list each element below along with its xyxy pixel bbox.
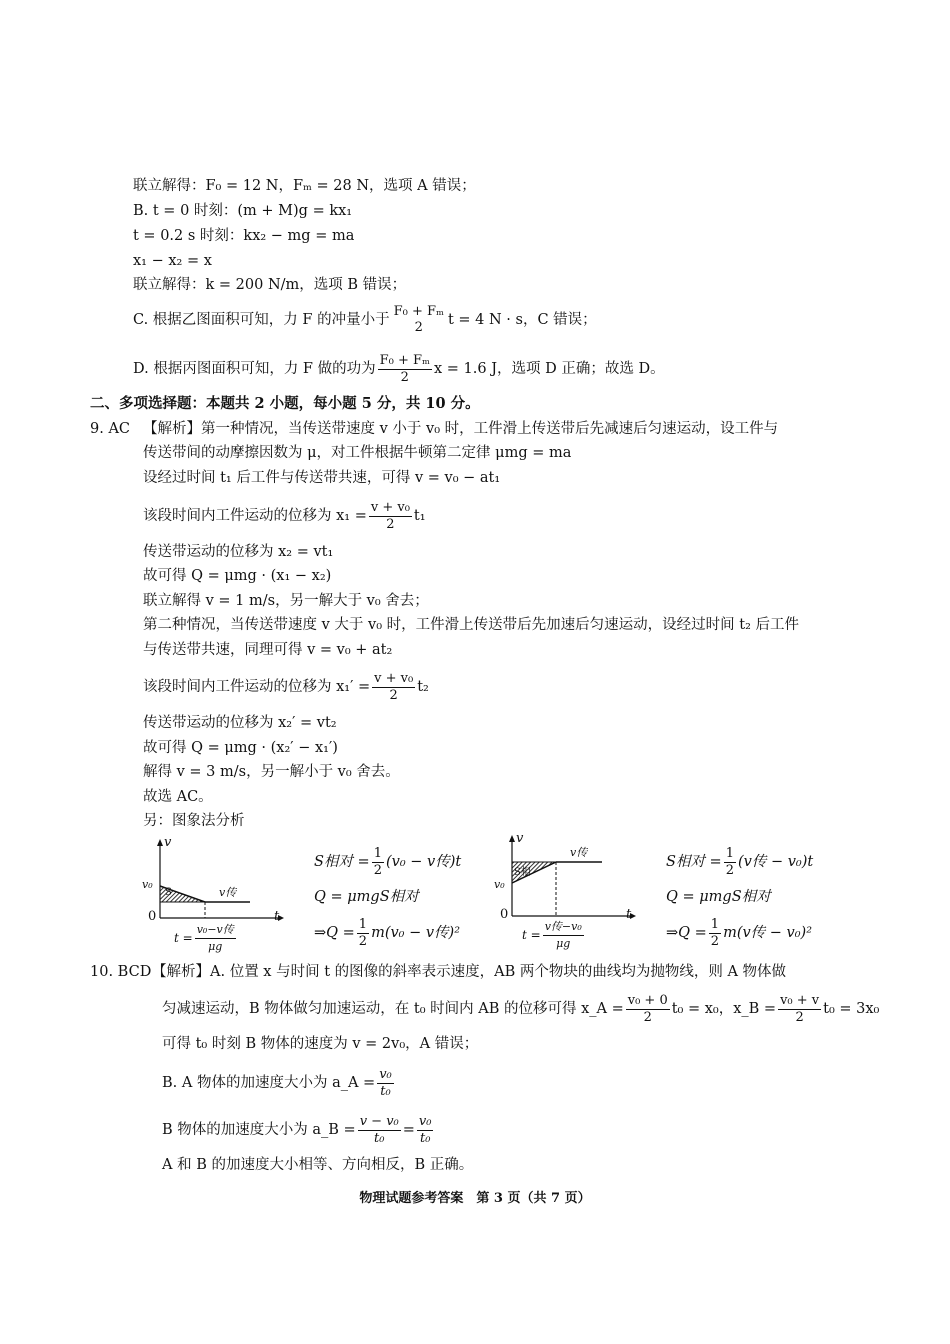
q10-line-5-text: B 物体的加速度大小为 a_B =: [162, 1122, 356, 1138]
q8-line-7-frac: [378, 353, 432, 386]
q9-line-4: [143, 496, 426, 536]
q9-line-10: [143, 667, 429, 707]
q10-line-2-den-b: 2: [795, 1009, 804, 1025]
q10-line-5-num-a: v − v₀: [359, 1113, 399, 1129]
q8-line-6-num: F₀ + Fₘ: [393, 304, 444, 319]
formula2-line-b: Q = μmgS相对: [666, 889, 771, 905]
q9-number: 9. AC: [90, 421, 131, 437]
q10-line-5-frac-a: [358, 1114, 401, 1147]
q10-line-4-den: t₀: [380, 1083, 391, 1099]
q8-line-7-tail: x = 1.6 J，选项 D 正确；故选 D。: [434, 361, 665, 377]
formula1-c-num: 1: [358, 916, 368, 932]
graph1-t-label: t: [274, 909, 280, 924]
q10-line-2-den-a: 2: [643, 1009, 652, 1025]
graph1-v0-label: v₀: [142, 878, 153, 891]
graph1-t-den: μg: [208, 940, 223, 953]
q9-line-11: 传送带运动的位移为 x₂′ = vt₂: [143, 715, 337, 731]
formula1-a-den: 2: [373, 862, 382, 878]
q10-line-2-frac-b: [778, 993, 821, 1026]
formula1-a-right: (v₀ − v传)t: [385, 854, 462, 870]
q8-line-7: [133, 349, 665, 389]
q10-line-2-num-b: v₀ + v: [780, 992, 820, 1008]
q8-line-6-frac: [392, 304, 446, 336]
vt-graph-decelerate: [138, 836, 288, 956]
formula2-c-right: m(v传 − v₀)²: [723, 925, 813, 941]
graph2-v-arrow: [509, 835, 515, 842]
graph2-v-label: v: [516, 831, 524, 846]
q8-line-4: x₁ − x₂ = x: [133, 253, 212, 269]
formula1-c-left: ⇒Q =: [314, 925, 355, 941]
formula2-a-den: 2: [725, 862, 734, 878]
formula2-c-num: 1: [710, 916, 720, 932]
q8-line-5: 联立解得：k = 200 N/m，选项 B 错误；: [133, 277, 407, 293]
vt-graph-accelerate: [490, 830, 640, 956]
q9-line-10-tail: t₂: [417, 679, 429, 695]
formula2-line-c: [666, 915, 812, 951]
graph2-t-eq: t =: [522, 928, 541, 942]
graph2-t-label: t: [626, 907, 632, 922]
q10-line-2-text: 匀减速运动，B 物体做匀加速运动，在 t₀ 时间内 AB 的位移可得 x_A =: [162, 1001, 624, 1017]
q9-line-4-den: 2: [386, 516, 395, 532]
q10-line-4: [162, 1063, 396, 1103]
q9-line-4-num: v + v₀: [370, 499, 410, 515]
formula2-c-left: ⇒Q =: [666, 925, 707, 941]
q9-line-2: 传送带间的动摩擦因数为 μ，对工件根据牛顿第二定律 μmg = ma: [143, 445, 572, 461]
formula1-c-den: 2: [358, 933, 368, 949]
q10-line-6: A 和 B 的加速度大小相等、方向相反，B 正确。: [162, 1157, 474, 1173]
graph2-t-den: μg: [556, 937, 571, 950]
formula1-a-frac: [372, 846, 384, 879]
graph1-v-label: v: [164, 835, 172, 850]
q9-line-10-den: 2: [389, 687, 398, 703]
q8-line-1: 联立解得：F₀ = 12 N，Fₘ = 28 N，选项 A 错误；: [133, 178, 476, 194]
q9-line-4-frac: [369, 500, 412, 533]
graph1-t-eq: t =: [174, 931, 193, 945]
formula1-line-a: [314, 845, 461, 879]
q8-line-3: t = 0.2 s 时刻：kx₂ − mg = ma: [133, 228, 355, 244]
q10-line-2: [162, 989, 879, 1029]
q9-line-10-num: v + v₀: [374, 670, 414, 686]
q8-line-7-num: F₀ + Fₘ: [379, 352, 430, 368]
page-footer: 物理试题参考答案 第 3 页（共 7 页）: [359, 1191, 591, 1206]
graph1-v-arrow: [157, 839, 163, 846]
graph2-v0-label: v₀: [494, 878, 505, 891]
q9-line-8: 第二种情况，当传送带速度 v 大于 v₀ 时，工件滑上传送带后先加速后匀速运动，设经过时间 t₂ 后工件: [143, 617, 799, 633]
graph1-origin-label: 0: [148, 909, 157, 924]
formula1-c-frac: [357, 917, 369, 950]
q10-line-5-frac-b: [417, 1114, 434, 1147]
q8-line-7-text: D. 根据丙图面积可知，力 F 做的功为: [133, 361, 376, 377]
q10-line-2-tail: t₀ = 3x₀: [823, 1001, 880, 1017]
graph1-t-frac: [195, 922, 236, 955]
q10-line-4-frac: [377, 1067, 394, 1100]
graph2-origin-label: 0: [500, 907, 509, 922]
formula1-a-num: 1: [373, 845, 382, 861]
q9-line-9: 与传送带共速，同理可得 v = v₀ + at₂: [143, 642, 393, 658]
graph2-s-label: S相: [514, 867, 531, 878]
q8-line-7-den: 2: [400, 369, 409, 385]
q10-line-3: 可得 t₀ 时刻 B 物体的速度为 v = 2v₀，A 错误；: [162, 1036, 479, 1052]
q8-line-6-text: C. 根据乙图面积可知，力 F 的冲量小于: [133, 312, 390, 328]
section-2-heading: 二、多项选择题：本题共 2 小题，每小题 5 分，共 10 分。: [90, 395, 480, 412]
q9-line-14: 故选 AC。: [143, 789, 213, 805]
q9-line-15: 另：图象法分析: [143, 813, 245, 829]
q9-line-12: 故可得 Q = μmg · (x₂′ − x₁′): [143, 740, 338, 756]
q10-line-2-frac-a: [626, 993, 670, 1026]
q9-line-6: 故可得 Q = μmg · (x₁ − x₂): [143, 568, 332, 584]
graph2-t-frac: [543, 919, 584, 952]
q10-number: 10. BCD: [90, 964, 152, 980]
q10-line-2-num-a: v₀ + 0: [627, 992, 668, 1008]
q10-line-4-num: v₀: [379, 1066, 392, 1082]
formula2-c-frac: [709, 917, 721, 950]
q10-line-5: [162, 1110, 435, 1150]
q9-line-7: 联立解得 v = 1 m/s，另一解大于 v₀ 舍去；: [143, 593, 429, 609]
graph1-vbelt-label: v传: [219, 886, 237, 899]
q10-line-5-num-b: v₀: [418, 1113, 432, 1129]
graph2-t-expression: [522, 919, 586, 952]
q9-line-4-tail: t₁: [413, 508, 426, 524]
q9-line-13: 解得 v = 3 m/s，另一解小于 v₀ 舍去。: [143, 764, 400, 780]
q9-line-5: 传送带运动的位移为 x₂ = vt₁: [143, 544, 334, 560]
q8-line-2: B. t = 0 时刻：(m + M)g = kx₁: [133, 203, 353, 219]
q10-line-5-den-a: t₀: [374, 1130, 385, 1146]
q10-line-1: 【解析】A. 位置 x 与时间 t 的图像的斜率表示速度，AB 两个物块的曲线均为抛物线，则 A 物体做: [152, 964, 787, 980]
q9-line-3: 设经过时间 t₁ 后工件与传送带共速，可得 v = v₀ − at₁: [143, 470, 501, 486]
q9-line-10-text: 该段时间内工件运动的位移为 x₁′ =: [143, 679, 371, 695]
q9-line-1: 【解析】第一种情况，当传送带速度 v 小于 v₀ 时，工件滑上传送带后先减速后匀速运动，设工件与: [143, 421, 779, 437]
graph1-t-num: v₀−v传: [195, 922, 236, 939]
formula2-a-num: 1: [725, 845, 734, 861]
q8-line-6: [133, 300, 597, 340]
graph2-t-num: v传−v₀: [543, 919, 584, 936]
formula1-line-c: [314, 915, 460, 951]
q10-line-5-eq: =: [402, 1122, 415, 1138]
formula1-line-b: Q = μmgS相对: [314, 889, 419, 905]
formula1-c-right: m(v₀ − v传)²: [371, 925, 461, 941]
formula2-a-right: (v传 − v₀)t: [737, 854, 814, 870]
q8-line-6-den: 2: [414, 320, 423, 335]
formula2-a-left: S相对 =: [666, 854, 722, 870]
q8-line-6-tail: t = 4 N · s，C 错误；: [447, 312, 597, 328]
q9-line-10-frac: [372, 671, 415, 704]
graph2-vbelt-label: v传: [570, 846, 588, 859]
formula2-a-frac: [724, 846, 736, 879]
graph1-t-expression: [174, 922, 238, 955]
q10-line-5-den-b: t₀: [419, 1130, 431, 1146]
q9-line-4-text: 该段时间内工件运动的位移为 x₁ =: [143, 508, 367, 524]
formula1-a-left: S相对 =: [314, 854, 370, 870]
formula2-line-a: [666, 845, 813, 879]
graph1-s-label: S: [165, 887, 172, 898]
formula2-c-den: 2: [710, 933, 720, 949]
q10-line-4-text: B. A 物体的加速度大小为 a_A =: [162, 1075, 376, 1091]
q10-line-2-mid: t₀ = x₀，x_B =: [671, 1001, 777, 1017]
